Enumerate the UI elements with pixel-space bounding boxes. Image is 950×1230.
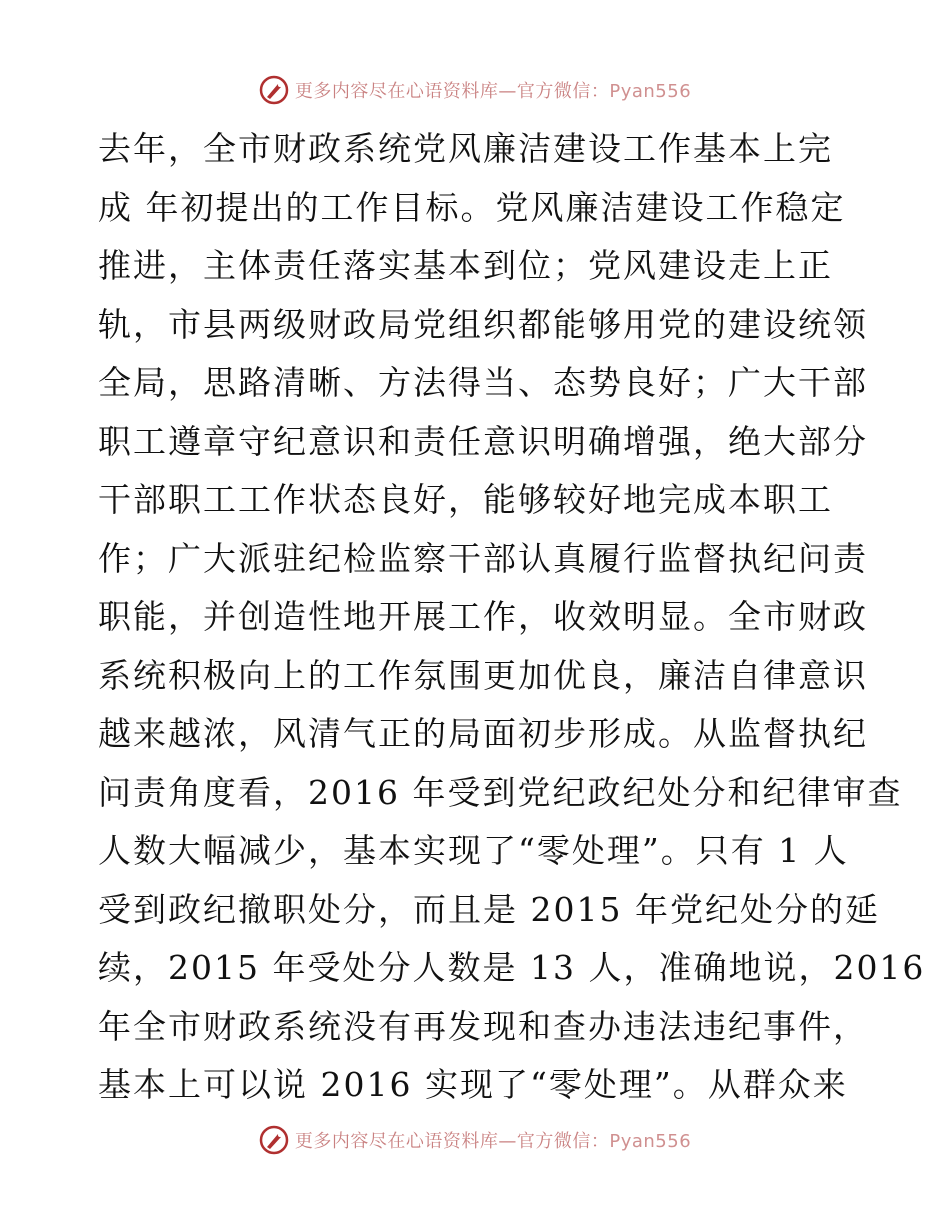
watermark-text [295, 1127, 691, 1153]
watermark-label: 更多内容尽在心语资料库—官方微信： [294, 81, 610, 102]
body-line: 成 年初提出的工作目标。党风廉洁建设工作稳定 [98, 187, 846, 227]
watermark-handle: Pyan556 [609, 1131, 692, 1152]
body-line: 去年，全市财政系统党风廉洁建设工作基本上完 [98, 129, 833, 168]
body-line: 受到政纪撤职处分，而且是 2015 年党纪处分的延 [98, 889, 880, 929]
header-watermark [0, 70, 950, 110]
body-line: 全局，思路清晰、方法得当、态势良好；广大干部 [98, 363, 868, 402]
body-line: 年全市财政系统没有再发现和查办违法违纪事件， [98, 1006, 868, 1046]
body-line: 职能，并创造性地开展工作，收效明显。全市财政 [98, 597, 868, 636]
footer-watermark [0, 1120, 950, 1160]
body-line: 干部职工工作状态良好，能够较好地完成本职工 [98, 480, 833, 519]
pen-circle-logo-icon [259, 75, 289, 105]
body-line: 系统积极向上的工作氛围更加优良，廉洁自律意识 [98, 655, 868, 695]
body-line: 作；广大派驻纪检监察干部认真履行监督执纪问责 [98, 538, 868, 578]
body-line: 人数大幅减少，基本实现了“零处理”。只有 1 人 [98, 831, 849, 870]
body-line: 越来越浓，风清气正的局面初步形成。从监督执纪 [98, 714, 868, 753]
body-line: 基本上可以说 2016 实现了“零处理”。从群众来 [98, 1065, 848, 1104]
document-body [98, 120, 926, 1115]
pen-circle-logo-icon [259, 1125, 289, 1155]
watermark-label: 更多内容尽在心语资料库—官方微信： [294, 1131, 610, 1152]
body-line: 推进，主体责任落实基本到位；党风建设走上正 [98, 246, 833, 285]
body-line: 问责角度看，2016 年受到党纪政纪处分和纪律审查 [98, 772, 903, 812]
body-line: 轨，市县两级财政局党组织都能够用党的建设统领 [98, 304, 868, 344]
body-line: 职工遵章守纪意识和责任意识明确增强，绝大部分 [98, 421, 868, 461]
watermark-handle: Pyan556 [609, 81, 692, 102]
body-line: 续，2015 年受处分人数是 13 人，准确地说，2016 [98, 948, 926, 987]
watermark-text [295, 77, 691, 103]
